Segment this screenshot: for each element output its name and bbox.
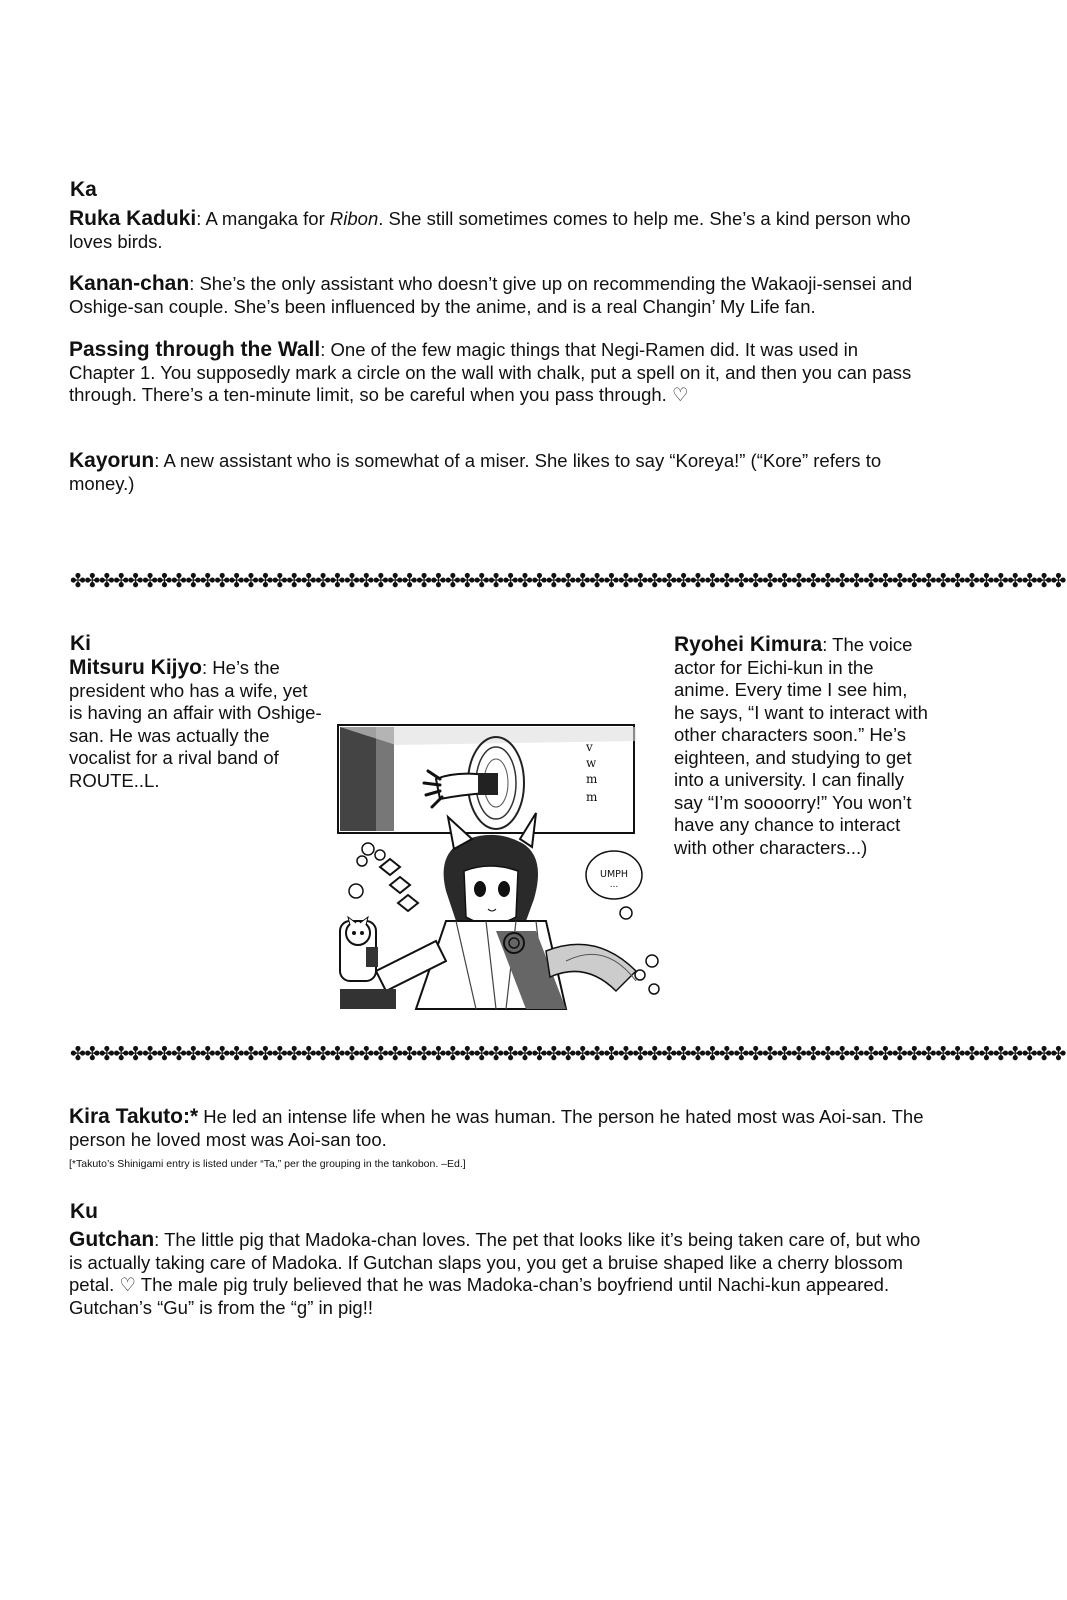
entry-italic: Ribon [329,208,379,229]
entry-text: : A new assistant who is somewhat of a miser. She likes to say “Koreya!” (“Kore” refers to money.) [69,450,882,494]
editor-footnote: [*Takuto’s Shinigami entry is listed under “Ta,” per the grouping in the tankobon. –Ed.] [69,1158,466,1170]
flower-divider: ✤✤✤✤✤✤✤✤✤✤✤✤✤✤✤✤✤✤✤✤✤✤✤✤✤✤✤✤✤✤✤✤✤✤✤✤✤✤✤✤✤✤✤✤✤✤✤✤✤✤✤✤✤✤✤✤✤✤✤✤✤✤✤✤✤✤✤✤✤ [70,1043,1065,1065]
entry-term: Mitsuru Kijyo [69,656,203,679]
entry-term: Kanan-chan [69,272,190,295]
lucky-cat-figure [340,917,378,981]
entry-kira-takuto [69,1106,929,1151]
entry-text: : A mangaka for [196,208,330,229]
manga-illustration [336,721,664,1009]
entry-text: : She’s the only assistant who doesn’t give up on recommending the Wakaoji-sensei and Oshige-san couple. She’s been influenced by the anime, and is a real Changin’ My Life fan. [69,273,913,317]
section-heading-ka: Ka [70,178,97,201]
svg-text:...: ... [609,880,619,890]
speech-bubble-umph [586,851,642,899]
entry-term: Kayorun [69,449,155,472]
svg-text:w: w [586,756,597,770]
svg-text:v: v [586,740,593,754]
entry-kanan-chan [69,273,917,318]
entry-text: He led an intense life when he was human. The person he hated most was Aoi-san. The person he loved most was Aoi-san too. [69,1106,924,1150]
flower-divider: ✤✤✤✤✤✤✤✤✤✤✤✤✤✤✤✤✤✤✤✤✤✤✤✤✤✤✤✤✤✤✤✤✤✤✤✤✤✤✤✤✤✤✤✤✤✤✤✤✤✤✤✤✤✤✤✤✤✤✤✤✤✤✤✤✤✤✤✤✤ [70,570,1065,592]
entry-term: Ryohei Kimura [674,633,823,656]
section-heading-ku: Ku [70,1200,98,1223]
section-heading-ki: Ki [70,632,91,655]
entry-passing-through-the-wall [69,339,917,407]
svg-text:m: m [586,790,598,804]
svg-text:UMPH: UMPH [599,869,629,880]
entry-term: Kira Takuto:* [69,1105,199,1128]
entry-mitsuru-kijyo [69,657,324,792]
svg-text:m: m [586,772,598,786]
entry-text: . She still sometimes comes to help me. She’s a kind person who loves birds. [69,208,911,252]
gwa-sfx [380,859,418,911]
entry-kayorun [69,450,899,495]
entry-text: : One of the few magic things that Negi-Ramen did. It was used in Chapter 1. You supposedly mark a circle on the wall with chalk, put a spell on it, and then you can pass through. There’s a ten-minute limit, so be careful when you pass through. ♡ [69,339,912,405]
entry-term: Ruka Kaduki [69,207,197,230]
entry-text: : The little pig that Madoka-chan loves. The pet that looks like it’s being taken care of, but who is actually taking care of Madoka. If Gutchan slaps you, you get a bruise shaped like a cherry blossom petal. ♡ The male pig truly believed that he was Madoka-chan’s boyfriend until Nachi-kun appeared. Gutchan’s “Gu” is from the “g” in pig!! [69,1229,921,1318]
entry-ruka-kaduki [69,208,917,253]
character-drawing [340,813,636,1009]
entry-text: : He’s the president who has a wife, yet is having an affair with Oshige-san. He was actually the vocalist for a rival band of ROUTE..L. [69,657,322,791]
entry-term: Passing through the Wall [69,338,321,361]
entry-term: Gutchan [69,1228,155,1251]
entry-gutchan [69,1229,921,1319]
entry-text: : The voice actor for Eichi-kun in the anime. Every time I see him, he says, “I want to interact with other characters soon.” He’s eighteen, and studying to get into a university. I can finally say “I’m soooorry!” You won’t have any chance to interact with other characters...) [674,634,928,858]
entry-ryohei-kimura [674,634,929,859]
